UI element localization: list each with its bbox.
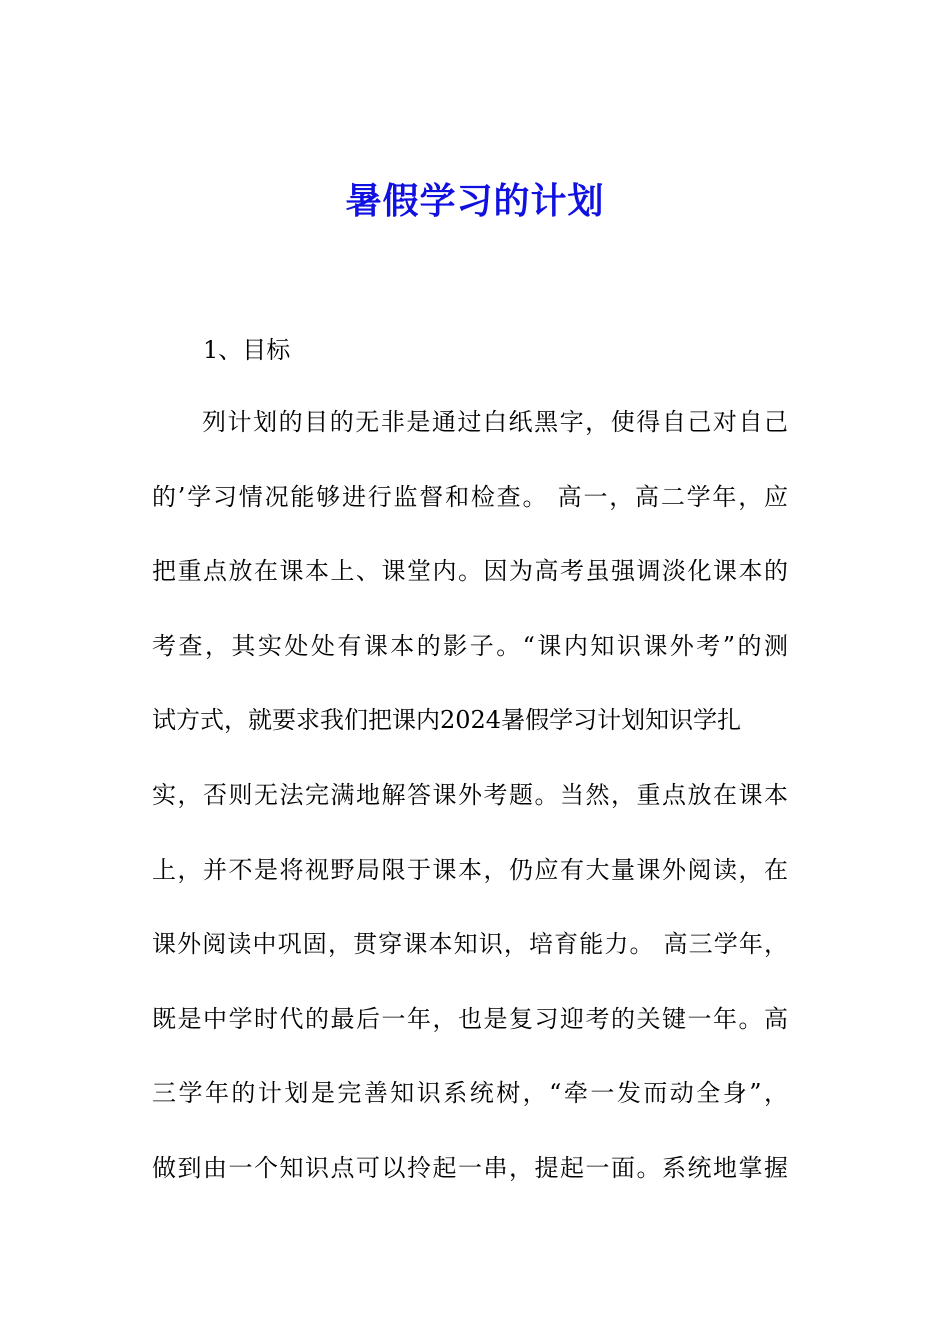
paragraph-line: 把重点放在课本上、课堂内。因为高考虽强调淡化课本的 — [152, 557, 788, 586]
paragraph-line: 的’学习情况能够进行监督和检查。 高一，高二学年，应 — [152, 482, 788, 511]
document-title: 暑假学习的计划 — [345, 181, 605, 222]
paragraph-line: 试方式，就要求我们把课内2024暑假学习计划知识学扎 — [152, 706, 742, 735]
paragraph-line: 既是中学时代的最后一年，也是复习迎考的关键一年。高 — [152, 1004, 788, 1033]
section-heading: 1、目标 — [203, 336, 291, 364]
paragraph-line: 列计划的目的无非是通过白纸黑字，使得自己对自己 — [202, 408, 788, 436]
body-paragraph — [152, 402, 792, 1223]
paragraph-line: 三学年的计划是完善知识系统树，“牵一发而动全身”， — [152, 1079, 788, 1108]
paragraph-line: 做到由一个知识点可以拎起一串，提起一面。系统地掌握 — [152, 1153, 788, 1182]
paragraph-line: 上，并不是将视野局限于课本，仍应有大量课外阅读，在 — [152, 855, 788, 884]
paragraph-line: 课外阅读中巩固，贯穿课本知识，培育能力。 高三学年， — [152, 930, 788, 959]
paragraph-line: 实，否则无法完满地解答课外考题。当然，重点放在课本 — [152, 780, 788, 809]
paragraph-line: 考查，其实处处有课本的影子。“课内知识课外考”的测 — [152, 631, 788, 660]
